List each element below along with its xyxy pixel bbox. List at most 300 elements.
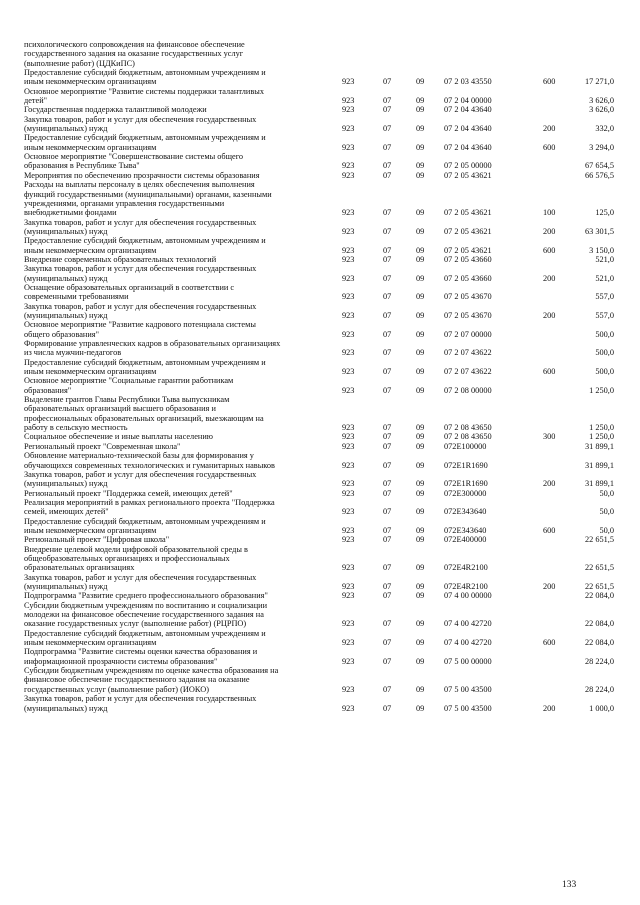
subsection-code: 09 [416,638,425,648]
ved-code: 923 [342,226,355,236]
table-row [24,395,614,432]
section-code: 07 [383,245,392,255]
amount: 1 250,0 [589,385,614,395]
subsection-code: 09 [416,105,425,115]
target-article-code: 072E1R1690 [444,479,488,489]
ved-code: 923 [342,432,355,442]
section-code: 07 [383,161,392,171]
ved-code: 923 [342,703,355,713]
target-article-code: 07 2 03 43550 [444,77,492,87]
row-description [24,694,324,713]
target-article-code: 07 2 07 43622 [444,348,492,358]
section-code: 07 [383,226,392,236]
table-row [24,535,614,544]
description-line: оказание государственных услуг (выполнение работ) (РЦРПО) [24,619,247,629]
amount: 500,0 [595,348,614,358]
section-code: 07 [383,479,392,489]
amount: 50,0 [599,525,614,535]
target-article-code: 07 4 00 00000 [444,591,492,601]
subsection-code: 09 [416,479,425,489]
section-code: 07 [383,142,392,152]
section-code: 07 [383,432,392,442]
target-article-code: 07 2 04 43640 [444,124,492,134]
table-row [24,591,614,600]
description-line: Выделение грантов Главы Республики Тыва выпускникам [24,395,230,405]
subsection-code: 09 [416,208,425,218]
row-description [24,395,324,432]
subsection-code: 09 [416,254,425,264]
amount: 1 250,0 [589,423,614,433]
ved-code: 923 [342,254,355,264]
ved-code: 923 [342,460,355,470]
ved-code: 923 [342,582,355,591]
table-row [24,87,614,106]
target-article-code: 07 2 05 43621 [444,170,492,180]
amount: 50,0 [599,488,614,498]
expense-type-code: 600 [543,638,556,648]
description-line: Региональный проект "Цифровая школа" [24,535,170,545]
table-row [24,601,614,629]
description-line: информационной прозрачности системы образования" [24,656,218,666]
description-line: общего образования" [24,329,100,339]
ved-code: 923 [342,507,355,517]
amount: 31 899,1 [584,441,614,451]
row-description [24,152,324,171]
table-row [24,694,614,713]
section-code: 07 [383,423,392,433]
row-description [24,218,324,237]
section-code: 07 [383,535,392,545]
target-article-code: 072E343640 [444,507,487,517]
row-description [24,236,324,255]
section-code: 07 [383,488,392,498]
subsection-code: 09 [416,488,425,498]
table-row [24,545,614,573]
description-line: иным некоммерческим организациям [24,245,157,255]
section-code: 07 [383,311,392,320]
description-line: Основное мероприятие "Развитие системы поддержки талантливых [24,86,264,96]
description-line: (муниципальных) нужд [24,311,108,320]
description-line: Государственная поддержка талантливой молодежи [24,105,207,115]
description-line: обучающихся современных технологических и гуманитарных навыков [24,460,275,470]
subsection-code: 09 [416,582,425,591]
description-line: функций государственными (муниципальными) органами, казенными [24,189,272,199]
description-line: Предоставление субсидий бюджетным, автономным учреждениям и [24,236,266,246]
description-line: иным некоммерческим организациям [24,525,157,535]
description-line: финансовое обеспечение государственного задания на оказание [24,675,250,685]
description-line: Социальное обеспечение и иные выплаты населению [24,432,213,442]
description-line: иным некоммерческим организациям [24,367,157,377]
ved-code: 923 [342,170,355,180]
target-article-code: 07 2 05 43621 [444,208,492,218]
description-line: Основное мероприятие "Социальные гарантии работникам [24,376,234,386]
row-description [24,133,324,152]
amount: 1 250,0 [589,432,614,442]
description-line: (муниципальных) нужд [24,273,108,283]
row-description [24,517,324,536]
description-line: детей" [24,96,48,106]
description-line: образовательных организаций высшего образования и [24,404,216,414]
ved-code: 923 [342,441,355,451]
table-row [24,489,614,498]
description-line: образования в Республике Тыва" [24,161,140,171]
expense-type-code: 600 [543,245,556,255]
description-line: Предоставление субсидий бюджетным, автономным учреждениям и [24,357,266,367]
ved-code: 923 [342,525,355,535]
row-description [24,171,324,180]
subsection-code: 09 [416,292,425,302]
description-line: Внедрение современных образовательных технологий [24,254,217,264]
description-line: Закупка товаров, работ и услуг для обеспечения государственных [24,469,257,479]
section-code: 07 [383,385,392,395]
amount: 67 654,5 [584,161,614,171]
target-article-code: 072E300000 [444,488,487,498]
row-description [24,264,324,283]
table-row [24,133,614,152]
description-line: молодежи на финансовое обеспечение государственного задания на [24,610,264,620]
row-description [24,320,324,339]
subsection-code: 09 [416,226,425,236]
target-article-code: 07 2 04 43640 [444,142,492,152]
section-code: 07 [383,105,392,115]
description-line: Субсидии бюджетным учреждениям по воспитанию и социализации [24,600,268,610]
expense-type-code: 200 [543,226,556,236]
section-code: 07 [383,254,392,264]
row-description [24,545,324,573]
table-row [24,105,614,114]
row-description [24,442,324,451]
table-row [24,171,614,180]
description-line: Предоставление субсидий бюджетным, автономным учреждениям и [24,628,266,638]
amount: 22 651,5 [584,535,614,545]
table-row [24,40,614,68]
expense-type-code: 600 [543,142,556,152]
target-article-code: 07 2 05 43670 [444,311,492,320]
subsection-code: 09 [416,348,425,358]
description-line: Региональный проект "Поддержка семей, имеющих детей" [24,488,233,498]
description-line: (муниципальных) нужд [24,703,108,713]
target-article-code: 072E4R2100 [444,563,488,573]
target-article-code: 07 4 00 42720 [444,619,492,629]
description-line: иным некоммерческим организациям [24,142,157,152]
ved-code: 923 [342,684,355,694]
ved-code: 923 [342,273,355,283]
description-line: профессиональных образовательных организаций, выезжающим на [24,413,264,423]
target-article-code: 07 4 00 42720 [444,638,492,648]
table-row [24,115,614,134]
description-line: Подпрограмма "Развитие среднего профессионального образования" [24,591,268,601]
ved-code: 923 [342,208,355,218]
ved-code: 923 [342,124,355,134]
ved-code: 923 [342,77,355,87]
description-line: Закупка товаров, работ и услуг для обеспечения государственных [24,217,257,227]
section-code: 07 [383,124,392,134]
table-row [24,629,614,648]
section-code: 07 [383,703,392,713]
amount: 22 651,5 [584,582,614,591]
table-row [24,180,614,217]
row-description [24,647,324,666]
amount: 28 224,0 [584,656,614,666]
subsection-code: 09 [416,441,425,451]
description-line: (муниципальных) нужд [24,582,108,591]
subsection-code: 09 [416,96,425,106]
subsection-code: 09 [416,619,425,629]
amount: 500,0 [595,367,614,377]
table-row [24,358,614,377]
row-description [24,255,324,264]
description-line: общеобразовательных организациях и профессиональных [24,553,230,563]
subsection-code: 09 [416,432,425,442]
subsection-code: 09 [416,124,425,134]
section-code: 07 [383,441,392,451]
ved-code: 923 [342,367,355,377]
description-line: Закупка товаров, работ и услуг для обеспечения государственных [24,301,257,311]
expense-type-code: 200 [543,703,556,713]
amount: 332,0 [595,124,614,134]
description-line: из числа мужчин-педагогов [24,348,122,358]
page-number: 133 [562,880,577,890]
table-row [24,442,614,451]
target-article-code: 07 5 00 00000 [444,656,492,666]
ved-code: 923 [342,488,355,498]
table-row [24,68,614,87]
ved-code: 923 [342,348,355,358]
ved-code: 923 [342,423,355,433]
target-article-code: 07 2 08 43650 [444,432,492,442]
amount: 63 301,5 [584,226,614,236]
table-row [24,218,614,237]
description-line: Оснащение образовательных организаций в соответствии с [24,282,235,292]
target-article-code: 072E1R1690 [444,460,488,470]
ved-code: 923 [342,563,355,573]
amount: 500,0 [595,329,614,339]
target-article-code: 07 2 07 00000 [444,329,492,339]
table-row [24,236,614,255]
expense-type-code: 200 [543,124,556,134]
subsection-code: 09 [416,563,425,573]
table-row [24,152,614,171]
description-line: Субсидии бюджетным учреждениям по оценке качества образования на [24,666,279,676]
table-row [24,498,614,517]
subsection-code: 09 [416,142,425,152]
section-code: 07 [383,367,392,377]
amount: 521,0 [595,273,614,283]
description-line: Предоставление субсидий бюджетным, автономным учреждениям и [24,68,266,78]
row-description [24,302,324,321]
row-description [24,115,324,134]
section-code: 07 [383,563,392,573]
subsection-code: 09 [416,311,425,320]
target-article-code: 07 2 05 43670 [444,292,492,302]
amount: 3 626,0 [589,105,614,115]
subsection-code: 09 [416,385,425,395]
row-description [24,358,324,377]
section-code: 07 [383,507,392,517]
amount: 22 084,0 [584,619,614,629]
section-code: 07 [383,348,392,358]
section-code: 07 [383,170,392,180]
target-article-code: 07 2 04 00000 [444,96,492,106]
table-row [24,517,614,536]
section-code: 07 [383,591,392,601]
subsection-code: 09 [416,703,425,713]
row-description [24,432,324,441]
row-description [24,498,324,517]
subsection-code: 09 [416,245,425,255]
target-article-code: 072E4R2100 [444,582,488,591]
amount: 22 651,5 [584,563,614,573]
target-article-code: 07 2 05 43660 [444,273,492,283]
target-article-code: 07 2 08 00000 [444,385,492,395]
ved-code: 923 [342,329,355,339]
subsection-code: 09 [416,535,425,545]
description-line: Основное мероприятие "Развитие кадрового потенциала системы [24,320,256,330]
description-line: Реализация мероприятий в рамках регионального проекта "Поддержка [24,497,275,507]
ved-code: 923 [342,385,355,395]
target-article-code: 072E100000 [444,441,487,451]
amount: 557,0 [595,311,614,320]
table-row [24,283,614,302]
section-code: 07 [383,329,392,339]
description-line: Закупка товаров, работ и услуг для обеспечения государственных [24,264,257,274]
table-row [24,451,614,470]
amount: 521,0 [595,254,614,264]
description-line: (муниципальных) нужд [24,226,108,236]
row-description [24,666,324,694]
amount: 1 000,0 [589,703,614,713]
description-line: государственного задания на оказание государственных услуг [24,49,244,59]
ved-code: 923 [342,638,355,648]
ved-code: 923 [342,479,355,489]
target-article-code: 07 5 00 43500 [444,684,492,694]
expense-type-code: 200 [543,273,556,283]
row-description [24,180,324,217]
subsection-code: 09 [416,77,425,87]
description-line: иным некоммерческим организациям [24,638,157,648]
ved-code: 923 [342,535,355,545]
target-article-code: 07 5 00 43500 [444,703,492,713]
description-line: (выполнение работ) (ЦДКиПС) [24,58,135,68]
section-code: 07 [383,77,392,87]
row-description [24,470,324,489]
section-code: 07 [383,525,392,535]
description-line: работу в сельскую местность [24,423,128,433]
expense-type-code: 200 [543,311,556,320]
amount: 3 294,0 [589,142,614,152]
section-code: 07 [383,656,392,666]
description-line: внебюджетными фондами [24,208,117,218]
table-row [24,376,614,395]
row-description [24,591,324,600]
table-row [24,432,614,441]
row-description [24,451,324,470]
description-line: Закупка товаров, работ и услуг для обеспечения государственных [24,694,257,704]
description-line: Расходы на выплаты персоналу в целях обеспечения выполнения [24,180,255,190]
description-line: (муниципальных) нужд [24,479,108,489]
row-description [24,339,324,358]
description-line: Предоставление субсидий бюджетным, автономным учреждениям и [24,516,266,526]
amount: 17 271,0 [584,77,614,87]
amount: 22 084,0 [584,638,614,648]
table-row [24,339,614,358]
subsection-code: 09 [416,367,425,377]
target-article-code: 07 2 05 00000 [444,161,492,171]
expense-type-code: 300 [543,432,556,442]
expense-type-code: 100 [543,208,556,218]
ved-code: 923 [342,591,355,601]
row-description [24,629,324,648]
description-line: Обновление материально-технической базы для формирования у [24,451,254,461]
ved-code: 923 [342,656,355,666]
ved-code: 923 [342,142,355,152]
expense-type-code: 600 [543,367,556,377]
ved-code: 923 [342,105,355,115]
table-row [24,320,614,339]
row-description [24,573,324,592]
row-description [24,283,324,302]
amount: 125,0 [595,208,614,218]
description-line: Мероприятия по обеспечению прозрачности системы образования [24,170,260,180]
description-line: Региональный проект "Современная школа" [24,441,181,451]
description-line: государственных услуг (выполнение работ) (ИОКО) [24,684,209,694]
subsection-code: 09 [416,525,425,535]
section-code: 07 [383,208,392,218]
table-row [24,647,614,666]
ved-code: 923 [342,96,355,106]
description-line: (муниципальных) нужд [24,124,108,134]
row-description [24,601,324,629]
amount: 31 899,1 [584,460,614,470]
subsection-code: 09 [416,684,425,694]
amount: 66 576,5 [584,170,614,180]
section-code: 07 [383,273,392,283]
subsection-code: 09 [416,273,425,283]
ved-code: 923 [342,245,355,255]
row-description [24,376,324,395]
table-row [24,470,614,489]
table-row [24,255,614,264]
description-line: Закупка товаров, работ и услуг для обеспечения государственных [24,572,257,582]
target-article-code: 07 2 07 43622 [444,367,492,377]
budget-table [24,40,614,713]
amount: 22 084,0 [584,591,614,601]
expense-type-code: 200 [543,582,556,591]
subsection-code: 09 [416,507,425,517]
subsection-code: 09 [416,591,425,601]
description-line: Основное мероприятие "Совершенствование системы общего [24,152,244,162]
section-code: 07 [383,638,392,648]
table-row [24,302,614,321]
section-code: 07 [383,292,392,302]
subsection-code: 09 [416,161,425,171]
description-line: психологического сопровождения на финансовое обеспечение [24,40,245,50]
subsection-code: 09 [416,460,425,470]
table-row [24,666,614,694]
target-article-code: 07 2 05 43621 [444,226,492,236]
subsection-code: 09 [416,170,425,180]
amount: 557,0 [595,292,614,302]
amount: 3 150,0 [589,245,614,255]
amount: 3 626,0 [589,96,614,106]
target-article-code: 072E400000 [444,535,487,545]
section-code: 07 [383,460,392,470]
description-line: образовательных организациях [24,563,135,573]
expense-type-code: 200 [543,479,556,489]
ved-code: 923 [342,161,355,171]
expense-type-code: 600 [543,525,556,535]
amount: 28 224,0 [584,684,614,694]
